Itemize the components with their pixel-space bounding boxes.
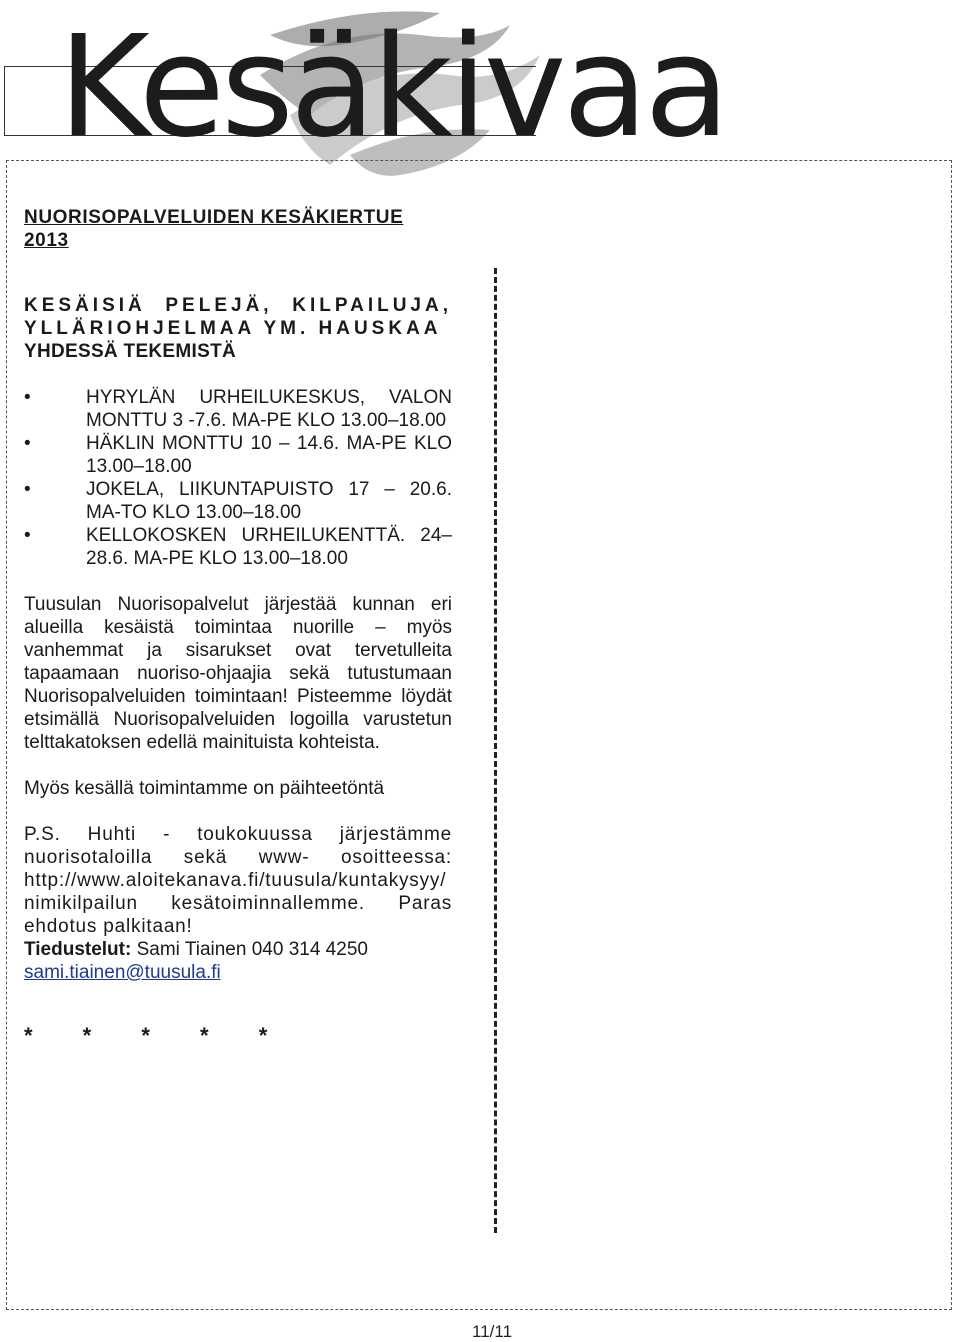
intro-paragraph: Tuusulan Nuorisopalvelut järjestää kunnan eri alueilla kesäistä toimintaa nuorille – myös vanhemmat ja sisarukset ovat tervetulleita tapaamaan nuoriso-ohjaajia sekä tutustumaan Nuorisopalveluiden toimintaan! Pisteemme löydät etsimällä Nuorisopalveluiden logoilla varustetun telttakatoksen edellä mainituista kohteista. (24, 594, 452, 753)
article-subheading: KESÄISIÄ PELEJÄ, KILPAILUJA, YLLÄRIOHJELMAA YM. HAUSKAA (24, 295, 452, 339)
list-item: • HYRYLÄN URHEILUKESKUS, VALON MONTTU 3 -7.6. MA-PE KLO 13.00–18.00 (24, 386, 452, 432)
article-column (24, 206, 452, 1047)
column-divider (494, 268, 497, 1233)
article-subheading-end: YHDESSÄ TEKEMISTÄ (24, 341, 237, 362)
page-title: Kesäkivaa (58, 6, 727, 169)
location-list (24, 386, 452, 570)
ps-paragraph: P.S. Huhti - toukokuussa järjestämme nuorisotaloilla sekä www- osoitteessa: http://www.aloitekanava.fi/tuusula/kuntakysyy/ nimikilpailun kesätoiminnallemme. Paras ehdotus palkitaan! (24, 824, 452, 937)
stars-separator: * * * * * (24, 1023, 268, 1048)
list-item: • KELLOKOSKEN URHEILUKENTTÄ. 24– 28.6. MA-PE KLO 13.00–18.00 (24, 524, 452, 570)
email-link[interactable]: sami.tiainen@tuusula.fi (24, 962, 221, 983)
list-item: • JOKELA, LIIKUNTAPUISTO 17 – 20.6. MA-TO KLO 13.00–18.00 (24, 478, 452, 524)
drug-free-note: Myös kesällä toimintamme on päihteetöntä (24, 778, 385, 799)
article-heading: NUORISOPALVELUIDEN KESÄKIERTUE 2013 (24, 207, 404, 251)
contact-line (24, 938, 452, 961)
list-item: • HÄKLIN MONTTU 10 – 14.6. MA-PE KLO 13.00–18.00 (24, 432, 452, 478)
contact-label: Tiedustelut: (24, 939, 132, 960)
contact-info: Sami Tiainen 040 314 4250 (136, 939, 368, 960)
page-number: 11/11 (472, 1322, 513, 1341)
